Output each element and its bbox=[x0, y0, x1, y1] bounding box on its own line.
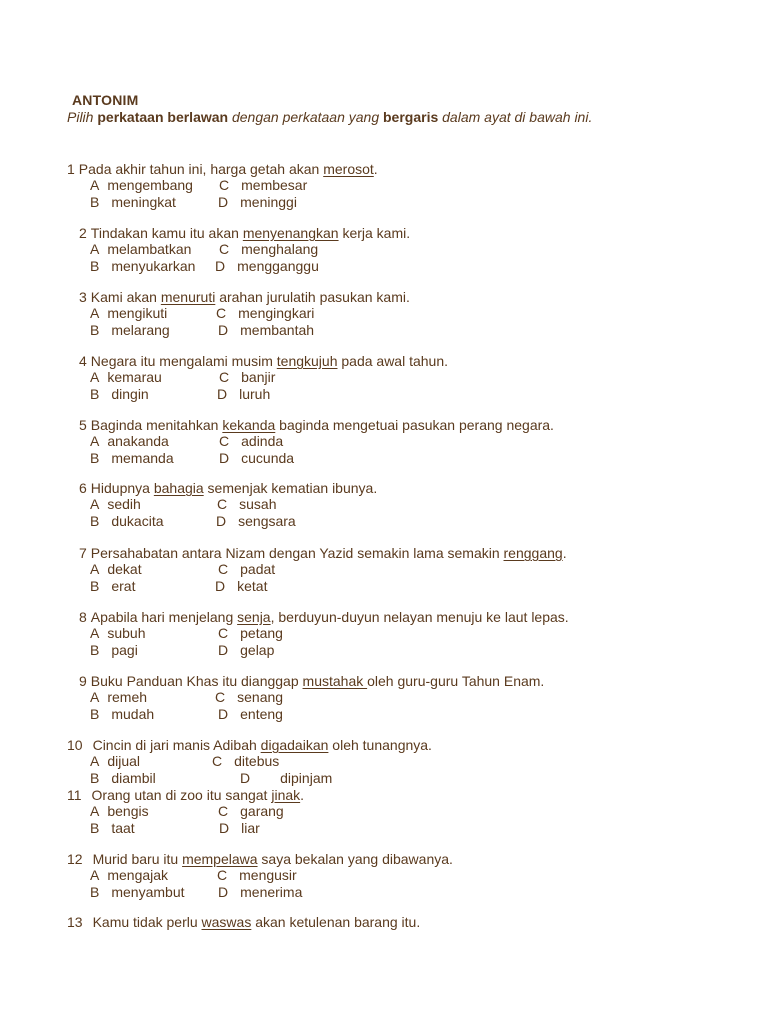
option-letter: C bbox=[217, 867, 228, 883]
option-letter: B bbox=[90, 450, 100, 466]
underlined-word: renggang bbox=[503, 545, 563, 561]
option-letter: C bbox=[219, 177, 230, 193]
question-stem bbox=[79, 417, 554, 433]
option-b bbox=[90, 194, 176, 210]
question-text: Baginda menitahkan bbox=[90, 417, 223, 433]
option-letter: D bbox=[219, 820, 230, 836]
underlined-word: bahagia bbox=[153, 480, 204, 496]
option-text: luruh bbox=[239, 386, 271, 402]
question-text: Tindakan kamu itu akan bbox=[90, 225, 243, 241]
option-b bbox=[90, 322, 170, 338]
option-text: dekat bbox=[107, 561, 142, 577]
question-stem bbox=[67, 851, 453, 867]
option-d bbox=[217, 386, 270, 402]
option-text: enteng bbox=[240, 706, 283, 722]
option-text: membantah bbox=[240, 322, 315, 338]
option-text: sedih bbox=[107, 496, 141, 512]
instruction-part-2: perkataan berlawan bbox=[97, 109, 229, 125]
option-d bbox=[218, 322, 314, 338]
option-letter: C bbox=[217, 496, 228, 512]
option-b bbox=[90, 386, 149, 402]
option-c bbox=[212, 753, 279, 769]
option-text: remeh bbox=[107, 689, 148, 705]
option-text: padat bbox=[240, 561, 276, 577]
question-number: 12 bbox=[67, 851, 83, 867]
option-letter: D bbox=[219, 450, 230, 466]
option-a bbox=[90, 369, 162, 385]
instruction-part-5: dalam ayat di bawah ini. bbox=[438, 109, 593, 125]
option-text: mengajak bbox=[107, 867, 169, 883]
option-text: garang bbox=[240, 803, 284, 819]
question-number: 1 bbox=[67, 161, 75, 177]
option-letter: B bbox=[90, 706, 100, 722]
option-a bbox=[90, 753, 140, 769]
option-letter: D bbox=[218, 884, 229, 900]
option-text: dukacita bbox=[111, 513, 164, 529]
option-text: cucunda bbox=[241, 450, 295, 466]
question-stem bbox=[79, 480, 377, 496]
option-d bbox=[240, 770, 332, 786]
option-letter: A bbox=[90, 625, 100, 641]
option-a bbox=[90, 625, 146, 641]
option-b bbox=[90, 578, 135, 594]
question-text-end: saya bekalan yang dibawanya. bbox=[257, 851, 453, 867]
option-letter: D bbox=[216, 513, 227, 529]
question-text-end: . bbox=[562, 545, 567, 561]
underlined-word: tengkujuh bbox=[276, 353, 338, 369]
question-text: Persahabatan antara Nizam dengan Yazid semakin lama semakin bbox=[90, 545, 504, 561]
question-text: Apabila hari menjelang bbox=[90, 609, 238, 625]
option-text: menghalang bbox=[241, 241, 319, 257]
option-text: diambil bbox=[111, 770, 156, 786]
option-text: ditebus bbox=[234, 753, 280, 769]
question-text: Murid baru itu bbox=[92, 851, 183, 867]
question-number: 9 bbox=[79, 673, 87, 689]
option-a bbox=[90, 241, 191, 257]
option-letter: A bbox=[90, 177, 100, 193]
option-letter: D bbox=[218, 322, 229, 338]
option-letter: B bbox=[90, 884, 100, 900]
option-d bbox=[218, 706, 283, 722]
option-letter: A bbox=[90, 689, 100, 705]
option-text: dingin bbox=[111, 386, 149, 402]
question-text-end: akan ketulenan barang itu. bbox=[251, 914, 421, 930]
option-letter: C bbox=[212, 753, 223, 769]
option-letter: B bbox=[90, 578, 100, 594]
option-c bbox=[217, 496, 276, 512]
instruction-part-1: Pilih bbox=[67, 109, 98, 125]
question-text: Orang utan di zoo itu sangat bbox=[91, 787, 272, 803]
option-text: menyukarkan bbox=[111, 258, 196, 274]
option-c bbox=[217, 867, 297, 883]
option-b bbox=[90, 770, 156, 786]
option-letter: C bbox=[218, 561, 229, 577]
instruction-part-4: bergaris bbox=[383, 109, 439, 125]
option-c bbox=[218, 625, 283, 641]
question-stem bbox=[79, 545, 567, 561]
option-a bbox=[90, 803, 149, 819]
question-text-end: baginda mengetuai pasukan perang negara. bbox=[275, 417, 554, 433]
option-text: banjir bbox=[241, 369, 276, 385]
option-text: ketat bbox=[237, 578, 268, 594]
option-letter: A bbox=[90, 496, 100, 512]
option-letter: C bbox=[215, 689, 226, 705]
option-letter: A bbox=[90, 561, 100, 577]
option-a bbox=[90, 867, 168, 883]
option-d bbox=[218, 642, 274, 658]
option-d bbox=[219, 450, 294, 466]
option-letter: A bbox=[90, 369, 100, 385]
option-letter: B bbox=[90, 258, 100, 274]
underlined-word: kekanda bbox=[222, 417, 276, 433]
question-text-end: pada awal tahun. bbox=[337, 353, 449, 369]
question-text: Kami akan bbox=[90, 289, 161, 305]
option-text: dipinjam bbox=[280, 770, 333, 786]
option-b bbox=[90, 450, 174, 466]
question-stem bbox=[67, 737, 432, 753]
option-c bbox=[219, 177, 307, 193]
underlined-word: menyenangkan bbox=[242, 225, 339, 241]
option-c bbox=[215, 689, 283, 705]
option-d bbox=[218, 884, 302, 900]
question-number: 10 bbox=[67, 737, 83, 753]
option-text: pagi bbox=[111, 642, 138, 658]
option-letter: C bbox=[218, 625, 229, 641]
option-c bbox=[219, 433, 283, 449]
option-letter: A bbox=[90, 753, 100, 769]
question-text-end: . bbox=[373, 161, 378, 177]
option-a bbox=[90, 561, 142, 577]
option-letter: B bbox=[90, 820, 100, 836]
question-number: 8 bbox=[79, 609, 87, 625]
option-d bbox=[219, 820, 260, 836]
option-c bbox=[219, 369, 275, 385]
option-b bbox=[90, 884, 185, 900]
option-text: menerima bbox=[240, 884, 303, 900]
question-text-end: arahan jurulatih pasukan kami. bbox=[215, 289, 410, 305]
question-text-end: semenjak kematian ibunya. bbox=[203, 480, 378, 496]
option-text: mengembang bbox=[107, 177, 193, 193]
option-a bbox=[90, 496, 141, 512]
option-letter: B bbox=[90, 642, 100, 658]
option-letter: D bbox=[218, 642, 229, 658]
option-text: meningkat bbox=[111, 194, 176, 210]
option-a bbox=[90, 689, 147, 705]
question-text: Hidupnya bbox=[90, 480, 154, 496]
option-letter: B bbox=[90, 770, 100, 786]
option-text: kemarau bbox=[107, 369, 162, 385]
option-a bbox=[90, 433, 169, 449]
option-letter: C bbox=[219, 433, 230, 449]
question-text-end: , berduyun-duyun nelayan menuju ke laut lepas. bbox=[270, 609, 569, 625]
option-letter: D bbox=[217, 386, 228, 402]
option-d bbox=[218, 194, 297, 210]
option-text: anakanda bbox=[107, 433, 169, 449]
option-letter: A bbox=[90, 803, 100, 819]
option-letter: A bbox=[90, 867, 100, 883]
option-letter: B bbox=[90, 513, 100, 529]
option-letter: D bbox=[215, 258, 226, 274]
option-letter: B bbox=[90, 386, 100, 402]
question-stem bbox=[79, 225, 410, 241]
option-text: mengikuti bbox=[107, 305, 168, 321]
option-text: dijual bbox=[107, 753, 141, 769]
option-b bbox=[90, 258, 195, 274]
option-text: bengis bbox=[107, 803, 149, 819]
question-number: 5 bbox=[79, 417, 87, 433]
question-stem bbox=[79, 353, 448, 369]
question-text: Cincin di jari manis Adibah bbox=[92, 737, 261, 753]
question-text: Negara itu mengalami musim bbox=[90, 353, 277, 369]
question-stem bbox=[67, 914, 420, 930]
option-letter: A bbox=[90, 241, 100, 257]
option-text: liar bbox=[241, 820, 260, 836]
underlined-word: mempelawa bbox=[182, 851, 258, 867]
option-letter: A bbox=[90, 433, 100, 449]
question-text: Buku Panduan Khas itu dianggap bbox=[90, 673, 303, 689]
option-d bbox=[215, 578, 267, 594]
option-text: mudah bbox=[111, 706, 155, 722]
instruction-part-3: dengan perkataan yang bbox=[228, 109, 383, 125]
question-number: 3 bbox=[79, 289, 87, 305]
question-number: 7 bbox=[79, 545, 87, 561]
underlined-word: menuruti bbox=[160, 289, 216, 305]
option-text: subuh bbox=[107, 625, 146, 641]
question-text-end: kerja kami. bbox=[338, 225, 411, 241]
underlined-word: merosot bbox=[323, 161, 374, 177]
question-stem bbox=[79, 609, 569, 625]
question-stem bbox=[79, 289, 410, 305]
option-letter: C bbox=[218, 803, 229, 819]
option-text: mengingkari bbox=[238, 305, 315, 321]
option-b bbox=[90, 706, 154, 722]
question-number: 2 bbox=[79, 225, 87, 241]
option-c bbox=[218, 561, 275, 577]
page-title: ANTONIM bbox=[72, 92, 139, 108]
option-text: memanda bbox=[111, 450, 174, 466]
underlined-word: waswas bbox=[201, 914, 252, 930]
underlined-word: senja bbox=[237, 609, 271, 625]
option-a bbox=[90, 177, 193, 193]
option-letter: C bbox=[219, 241, 230, 257]
option-text: melarang bbox=[111, 322, 170, 338]
underlined-word: digadaikan bbox=[260, 737, 329, 753]
option-c bbox=[218, 803, 284, 819]
option-letter: D bbox=[218, 706, 229, 722]
question-text-end: . bbox=[300, 787, 305, 803]
question-text-end: oleh tunangnya. bbox=[328, 737, 432, 753]
option-letter: B bbox=[90, 322, 100, 338]
option-text: membesar bbox=[241, 177, 308, 193]
option-letter: D bbox=[215, 578, 226, 594]
question-number: 11 bbox=[67, 787, 82, 803]
option-text: menyambut bbox=[111, 884, 185, 900]
option-text: mengusir bbox=[239, 867, 297, 883]
option-letter: C bbox=[216, 305, 227, 321]
option-text: susah bbox=[239, 496, 277, 512]
question-text: Pada akhir tahun ini, harga getah akan bbox=[78, 161, 324, 177]
option-text: petang bbox=[240, 625, 283, 641]
option-text: melambatkan bbox=[107, 241, 192, 257]
option-text: adinda bbox=[241, 433, 284, 449]
option-text: sengsara bbox=[238, 513, 296, 529]
option-text: senang bbox=[237, 689, 284, 705]
option-d bbox=[215, 258, 319, 274]
option-letter: A bbox=[90, 305, 100, 321]
question-text: Kamu tidak perlu bbox=[92, 914, 202, 930]
question-number: 4 bbox=[79, 353, 87, 369]
instruction-text bbox=[67, 109, 592, 125]
question-number: 13 bbox=[67, 914, 83, 930]
underlined-word: jinak bbox=[271, 787, 301, 803]
option-letter: C bbox=[219, 369, 230, 385]
option-b bbox=[90, 513, 164, 529]
option-b bbox=[90, 820, 135, 836]
question-stem bbox=[67, 787, 304, 803]
option-letter: D bbox=[218, 194, 229, 210]
question-stem bbox=[79, 673, 544, 689]
option-text: mengganggu bbox=[237, 258, 319, 274]
question-number: 6 bbox=[79, 480, 87, 496]
option-b bbox=[90, 642, 138, 658]
option-text: meninggi bbox=[240, 194, 297, 210]
option-text: erat bbox=[111, 578, 136, 594]
option-text: taat bbox=[111, 820, 135, 836]
question-stem bbox=[67, 161, 378, 177]
option-letter: B bbox=[90, 194, 100, 210]
option-c bbox=[219, 241, 318, 257]
option-letter: D bbox=[240, 770, 251, 786]
option-c bbox=[216, 305, 314, 321]
option-text: gelap bbox=[240, 642, 275, 658]
underlined-word: mustahak bbox=[302, 673, 368, 689]
option-d bbox=[216, 513, 296, 529]
option-a bbox=[90, 305, 167, 321]
question-text-end: oleh guru-guru Tahun Enam. bbox=[367, 673, 545, 689]
